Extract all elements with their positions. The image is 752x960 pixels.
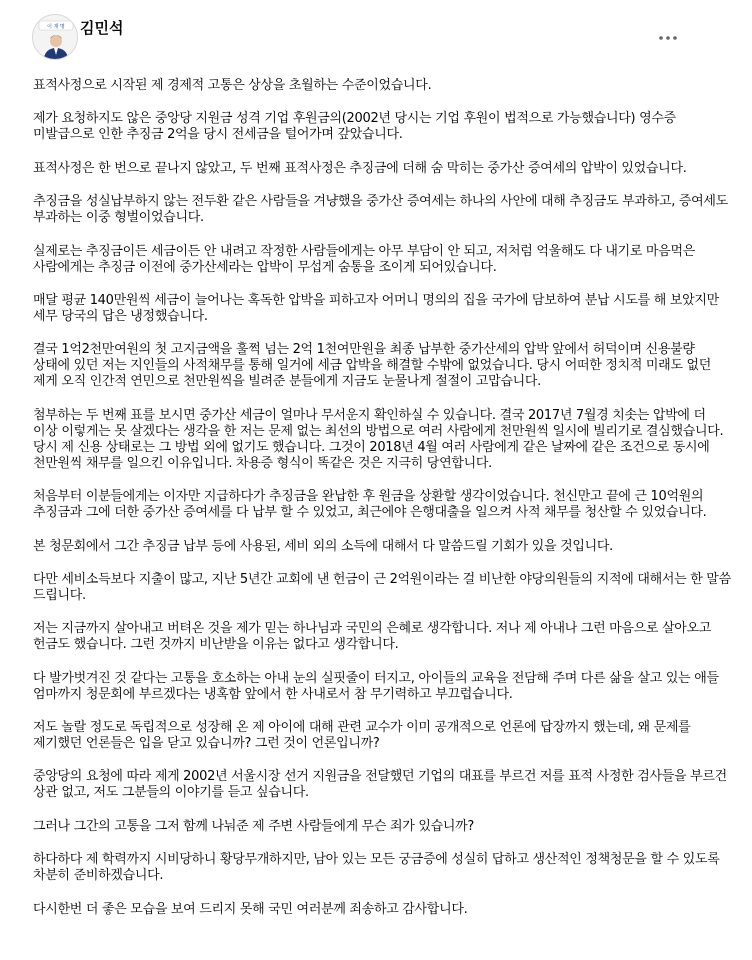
avatar-label: 이 재 명: [47, 24, 65, 30]
author-name[interactable]: 김민석: [80, 19, 124, 37]
post-paragraph: 첨부하는 두 번째 표를 보시면 중가산 세금이 얼마나 무서운지 확인하실 수 있습니다. 결국 2017년 7월경 치솟는 압박에 더 이상 이렇게는 못 살겠다는 생각을 한 저는 문제 없는 최선의 방법으로 여러 사람에게 천만원씩 일시에 빌리기로 결심했습니다. 당시 제 신용 상태로는 그 방법 외에 없기도 했습니다. 그것이 2018년 4월 여러 사람에게 같은 날짜에 같은 조건으로 동시에 천만원씩 채무를 일으킨 이유입니다. 차용증 형식이 똑같은 것은 지극히 당연합니다.: [33, 407, 724, 471]
post-body: [33, 78, 733, 935]
post-paragraph: 본 청문회에서 그간 추징금 납부 등에 사용된, 세비 외의 소득에 대해서 다 말씀드릴 기회가 있을 것입니다.: [33, 538, 613, 554]
post-paragraph: 매달 평균 140만원씩 세금이 늘어나는 혹독한 압박을 피하고자 어머니 명의의 집을 국가에 담보하여 분납 시도를 해 보았지만 세무 당국의 답은 냉정했습니다.: [33, 292, 719, 324]
post-paragraph: 처음부터 이분들에게는 이자만 지급하다가 추징금을 완납한 후 원금을 상환할 생각이었습니다. 천신만고 끝에 근 10억원의 추징금과 그에 더한 중가산 증여세를 다 납부 할 수 있었고, 최근에야 은행대출을 일으켜 사적 채무를 청산할 수 있었습니다.: [33, 489, 707, 521]
post-paragraph: 저는 지금까지 살아내고 버텨온 것을 제가 믿는 하나님과 국민의 은혜로 생각합니다. 저나 제 아내나 그런 마음으로 살아오고 헌금도 했습니다. 그런 것까지 비난받을 이유는 없다고 생각합니다.: [33, 621, 712, 653]
post-paragraph: 다 발가벗겨진 것 같다는 고통을 호소하는 아내 눈의 실핏줄이 터지고, 아이들의 교육을 전담해 주며 다른 삶을 살고 있는 애들 엄마까지 청문회에 부르겠다는 냉혹함 앞에서 한 사내로서 참 무기력하고 부끄럽습니다.: [33, 670, 719, 702]
more-horizontal-icon: [658, 35, 678, 41]
more-options-button[interactable]: [652, 28, 684, 48]
post-header: [0, 0, 752, 70]
post-paragraph: 하다하다 제 학력까지 시비당하니 황당무개하지만, 남아 있는 모든 궁금증에 성실히 답하고 생산적인 정책청문을 할 수 있도록 차분히 준비하겠습니다.: [33, 852, 720, 884]
post-paragraph: 표적사정은 한 번으로 끝나지 않았고, 두 번째 표적사정은 추징금에 더해 숨 막히는 중가산 증여세의 압박이 있었습니다.: [33, 160, 687, 176]
post-paragraph: 실제로는 추징금이든 세금이든 안 내려고 작정한 사람들에게는 아무 부담이 안 되고, 저처럼 억울해도 다 내기로 마음먹은 사람에게는 추징금 이전에 중가산세라는 압박이 무섭게 숨통을 조이게 되어있습니다.: [33, 243, 695, 275]
post-paragraph: 추징금을 성실납부하지 않는 전두환 같은 사람들을 겨냥했을 중가산 증여세는 하나의 사안에 대해 추징금도 부과하고, 증여세도 부과하는 이중 형벌이었습니다.: [33, 194, 728, 226]
avatar[interactable]: [32, 14, 78, 60]
post-paragraph: 중앙당의 요청에 따라 제게 2002년 서울시장 선거 지원금을 전달했던 기업의 대표를 부르건 저를 표적 사정한 검사들을 부르건 상관 없고, 저도 그분들의 이야기를 듣고 싶습니다.: [33, 769, 727, 801]
post-paragraph: 표적사정으로 시작된 제 경제적 고통은 상상을 초월하는 수준이었습니다.: [33, 78, 432, 93]
post-paragraph: 다만 세비소득보다 지출이 많고, 지난 5년간 교회에 낸 헌금이 근 2억원이라는 걸 비난한 야당의원들의 지적에 대해서는 한 말씀 드립니다.: [33, 571, 731, 603]
post-paragraph: 제가 요청하지도 않은 중앙당 지원금 성격 기업 후원금의(2002년 당시는 기업 후원이 법적으로 가능했습니다) 영수증 미발급으로 인한 추징금 2억을 당시 전세금을 털어가며 갚았습니다.: [33, 111, 676, 143]
post-paragraph: 그러나 그간의 고통을 그저 함께 나눠준 제 주변 사람들에게 무슨 죄가 있습니까?: [33, 818, 475, 834]
post-paragraph: 저도 놀랄 정도로 독립적으로 성장해 온 제 아이에 대해 관련 교수가 이미 공개적으로 언론에 답장까지 했는데, 왜 문제를 제기했던 언론들은 입을 닫고 있습니까? 그런 것이 언론입니까?: [33, 720, 691, 752]
post-paragraph: 다시한번 더 좋은 모습을 보여 드리지 못해 국민 여러분께 죄송하고 감사합니다.: [33, 901, 468, 917]
avatar-image: [33, 15, 78, 60]
post-paragraph: 결국 1억2천만여원의 첫 고지금액을 훌쩍 넘는 2억 1천여만원을 최종 납부한 중가산세의 압박 앞에서 허덕이며 신용불량 상태에 있던 저는 지인들의 사적채무를 통해 일거에 세금 압박을 해결할 수밖에 없었습니다. 당시 어떠한 정치적 미래도 없던 제게 오직 인간적 연민으로 천만원씩을 빌려준 분들에게 지금도 눈물나게 절절이 고맙습니다.: [33, 342, 712, 390]
